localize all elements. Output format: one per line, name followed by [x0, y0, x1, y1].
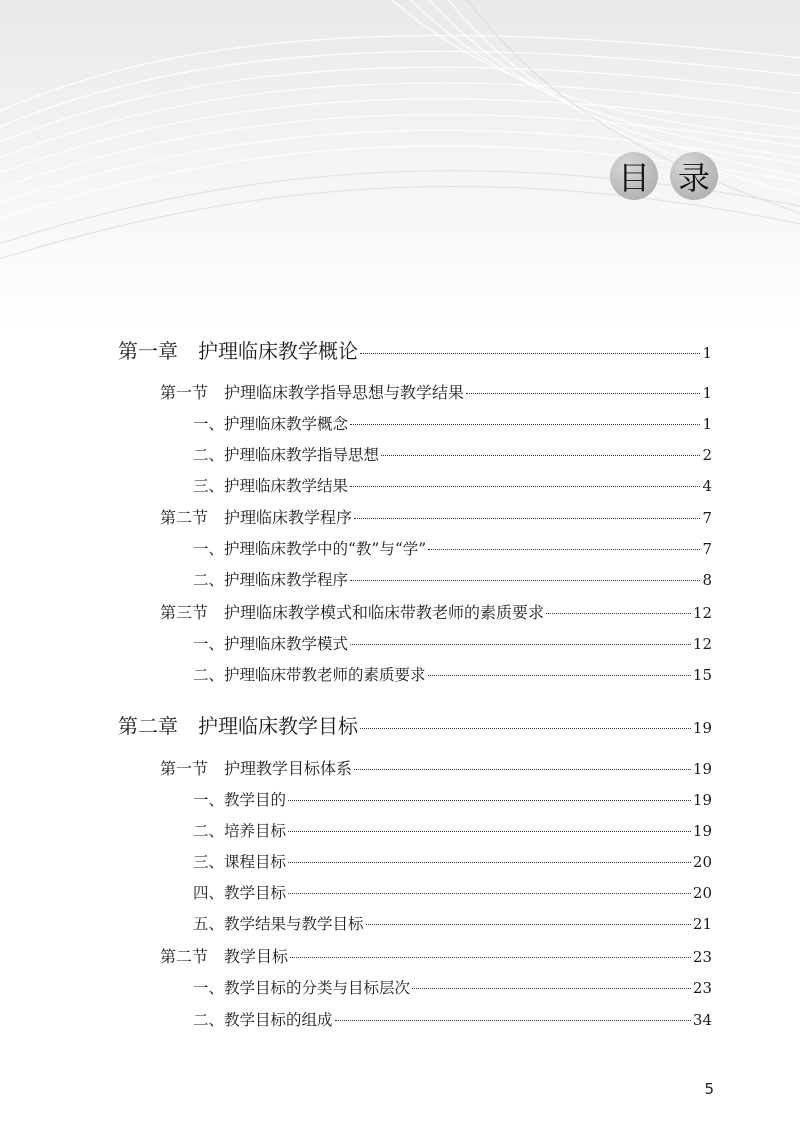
toc-entry-item[interactable]	[193, 976, 712, 998]
dot-leader	[350, 424, 700, 425]
dot-leader	[288, 800, 691, 801]
toc-entry-page: 7	[702, 509, 712, 527]
toc-entry-page: 7	[702, 540, 712, 558]
toc-entry-label: 一、护理临床教学中的“教”与“学”	[193, 540, 427, 558]
dot-leader	[290, 957, 691, 958]
toc-entry-item[interactable]	[193, 474, 712, 496]
toc-entry-label: 三、护理临床教学结果	[193, 477, 349, 495]
toc-entry-page: 19	[692, 760, 712, 778]
toc-entry-item[interactable]	[193, 912, 712, 934]
toc-entry-label: 一、教学目标的分类与目标层次	[193, 979, 411, 997]
toc-entry-label: 二、培养目标	[193, 822, 287, 840]
toc-entry-label: 第二章 护理临床教学目标	[118, 714, 358, 738]
toc-entry-label: 四、教学目标	[193, 884, 287, 902]
toc-entry-item[interactable]	[193, 443, 712, 465]
toc-entry-page: 19	[692, 822, 712, 840]
dot-leader	[288, 862, 691, 863]
toc-entry-item[interactable]	[193, 881, 712, 903]
toc-title-char: 录	[670, 152, 718, 200]
toc-entry-label: 第二节 教学目标	[160, 947, 289, 966]
toc-entry-label: 第二节 护理临床教学程序	[160, 508, 353, 527]
toc-entry-page: 4	[702, 477, 712, 495]
dot-leader	[360, 353, 700, 354]
toc-entry-page: 15	[692, 666, 712, 684]
toc-title	[610, 152, 718, 200]
toc-entry-page: 1	[702, 384, 712, 402]
dot-leader	[350, 580, 700, 581]
dot-leader	[428, 675, 691, 676]
toc-entry-page: 19	[692, 719, 712, 737]
toc-entry-label: 三、课程目标	[193, 853, 287, 871]
toc-entry-label: 第一节 护理临床教学指导思想与教学结果	[160, 383, 465, 402]
dot-leader	[335, 1020, 691, 1021]
page-number: 5	[704, 1080, 714, 1098]
toc-entry-item[interactable]	[193, 788, 712, 810]
dot-leader	[546, 613, 691, 614]
toc-entry-page: 8	[702, 571, 712, 589]
toc-entry-page: 12	[692, 635, 712, 653]
toc-entry-label: 二、护理临床教学指导思想	[193, 446, 380, 464]
toc-entry-section[interactable]	[160, 600, 712, 623]
toc-entry-label: 一、护理临床教学模式	[193, 635, 349, 653]
toc-entry-page: 12	[692, 604, 712, 622]
dot-leader	[288, 893, 691, 894]
dot-leader	[354, 518, 700, 519]
toc-entry-section[interactable]	[160, 505, 712, 528]
toc-title-char: 目	[610, 152, 658, 200]
dot-leader	[350, 486, 700, 487]
dot-leader	[466, 393, 700, 394]
toc-entry-label: 第一章 护理临床教学概论	[118, 339, 358, 363]
dot-leader	[288, 831, 691, 832]
toc-entry-page: 23	[692, 948, 712, 966]
toc-entry-section[interactable]	[160, 756, 712, 779]
toc-entry-page: 1	[702, 415, 712, 433]
toc-entry-label: 五、教学结果与教学目标	[193, 915, 364, 933]
toc-entry-item[interactable]	[193, 663, 712, 685]
toc-entry-label: 二、护理临床带教老师的素质要求	[193, 666, 426, 684]
toc-entry-item[interactable]	[193, 850, 712, 872]
toc-entry-label: 第三节 护理临床教学模式和临床带教老师的素质要求	[160, 603, 545, 622]
toc-entry-page: 20	[692, 884, 712, 902]
toc-entry-chapter[interactable]	[118, 710, 712, 739]
dot-leader	[366, 924, 691, 925]
dot-leader	[428, 549, 700, 550]
dot-leader	[354, 769, 691, 770]
dot-leader	[360, 728, 691, 729]
toc-entry-section[interactable]	[160, 944, 712, 967]
dot-leader	[412, 988, 691, 989]
toc-entry-chapter[interactable]	[118, 335, 712, 364]
dot-leader	[350, 644, 691, 645]
toc-entry-label: 二、护理临床教学程序	[193, 571, 349, 589]
toc-entry-label: 一、护理临床教学概念	[193, 415, 349, 433]
toc-entry-item[interactable]	[193, 412, 712, 434]
toc-entry-page: 34	[692, 1011, 712, 1029]
toc-entry-page: 2	[702, 446, 712, 464]
toc-entry-page: 1	[702, 344, 712, 362]
toc-entry-item[interactable]	[193, 537, 712, 559]
toc-entry-item[interactable]	[193, 632, 712, 654]
toc-entry-item[interactable]	[193, 819, 712, 841]
toc-entry-item[interactable]	[193, 568, 712, 590]
toc-entry-label: 第一节 护理教学目标体系	[160, 759, 353, 778]
toc-entry-section[interactable]	[160, 380, 712, 403]
toc-entry-page: 23	[692, 979, 712, 997]
toc-entry-page: 21	[692, 915, 712, 933]
toc-entry-item[interactable]	[193, 1008, 712, 1030]
dot-leader	[381, 455, 700, 456]
toc-entry-label: 一、教学目的	[193, 791, 287, 809]
toc-entry-page: 20	[692, 853, 712, 871]
toc-entry-label: 二、教学目标的组成	[193, 1011, 333, 1029]
toc-entry-page: 19	[692, 791, 712, 809]
